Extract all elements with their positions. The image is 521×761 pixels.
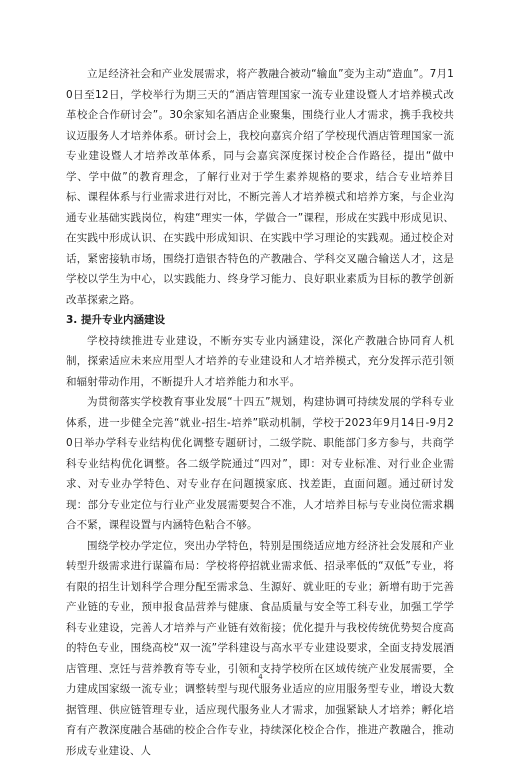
paragraph-major-construction: 学校持续推进专业建设，不断夯实专业内涵建设，深化产教融合协同育人机制，探索适应未来应用型人才培养的专业建设和人才培养模式，充分发挥示范引领和辐射带动作用，不断提升人才培养能力和水平。 <box>66 331 454 393</box>
document-body <box>66 64 454 761</box>
section-heading: 3. 提升专业内涵建设 <box>66 310 454 331</box>
paragraph-discipline-structure-seminar: 为贯彻落实学校教育事业发展“十四五”规划，构建协调可持续发展的学科专业体系，进一步健全完善“就业-招生-培养”联动机制，学校于2023年9月14日-9月20日举办学科专业结构优化调整专题研讨，二级学院、职能部门多方参与，共商学科专业结构优化调整。各二级学院通过“四对”，即：对专业标准、对行业企业需求、对专业办学特色、对专业存在问题摸家底、找差距，直面问题。通过研讨发现：部分专业定位与行业产业发展需要契合不准，人才培养目标与专业岗位需求耦合不紧，课程设置与内涵特色粘合不够。 <box>66 392 454 536</box>
page-number: 4 <box>0 673 521 682</box>
paragraph-industry-education-integration: 立足经济社会和产业发展需求，将产教融合被动“输血”变为主动“造血”。7月10日至12日，学校举行为期三天的“酒店管理国家一流专业建设暨人才培养模式改革校企合作研讨会”。30余家知名酒店企业聚集，围绕行业人才需求，携手我校共议迈服务人才培养体系。研讨会上，我校向嘉宾介绍了学校现代酒店管理国家一流专业建设暨人才培养改革体系，同与会嘉宾深度探讨校企合作路径，提出“做中学、学中做”的教育理念，了解行业对于学生素养规格的要求，结合专业培养目标、课程体系与行业需求进行对比，不断完善人才培养模式和培养方案，与企业沟通专业基础实践岗位，构建“理实一体，学做合一”课程，形成在实践中形成见识、在实践中形成认识、在实践中形成知识、在实践中学习理论的实践观。通过校企对话，紧密接轨市场，围绕打造银杏特色的产教融合、学科交叉融合输送人才，这是学校以学生为中心，以实践能力、终身学习能力、良好职业素质为目标的教学创新改革探索之路。 <box>66 64 454 310</box>
paragraph-major-layout-adjustment: 围绕学校办学定位，突出办学特色，特别是围绕适应地方经济社会发展和产业转型升级需求进行谋篇布局：学校将停招就业需求低、招录率低的“双低”专业，将有限的招生计划科学合理分配至需求急、生源好、就业旺的专业；新增有助于完善产业链的专业，预申报食品营养与健康、食品质量与安全等工科专业，加强工学学科专业建设，完善人才培养与产业链有效衔接；优化提升与我校传统优势契合度高的特色专业，围绕高校“双一流”学科建设与高水平专业建设要求，全面支持发展酒店管理、烹饪与营养教育等专业，引领和支持学校所在区域传统产业发展需要，全力建成国家级一流专业；调整转型与现代服务业适应的应用服务型专业，增设大数据管理、供应链管理专业，适应现代服务业人才需求，加强紧缺人才培养；孵化培育有产教深度融合基础的校企合作专业，持续深化校企合作，推进产教融合，推动形成专业建设、人 <box>66 536 454 761</box>
